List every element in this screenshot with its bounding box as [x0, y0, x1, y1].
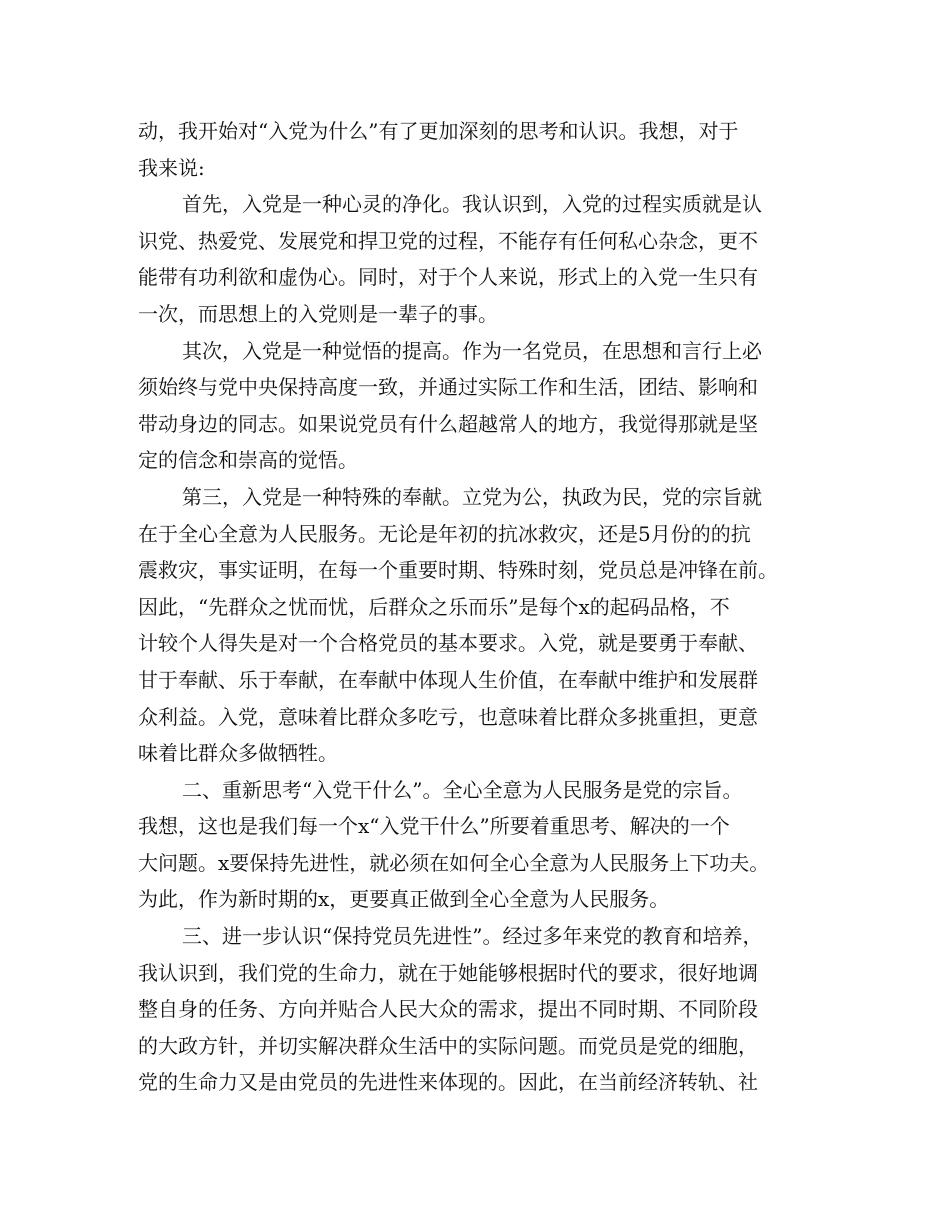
text-line: 因此，“先群众之忧而忧，后群众之乐而乐”是每个x的起码品格，不: [138, 594, 730, 619]
text-line: 计较个人得失是对一个合格党员的基本要求。入党，就是要勇于奉献、: [138, 631, 758, 656]
text-line: 能带有功利欲和虚伪心。同时，对于个人来说，形式上的入党一生只有: [138, 265, 758, 290]
text-line: 一次，而思想上的入党则是一辈子的事。: [138, 301, 498, 326]
text-line: 党的生命力又是由党员的先进性来体现的。因此，在当前经济转轨、社: [138, 1070, 758, 1095]
text-line: 在于全心全意为人民服务。无论是年初的抗冰救灾，还是5月份的的抗: [138, 521, 751, 546]
text-line: 首先，入党是一种心灵的净化。我认识到，入党的过程实质就是认: [182, 192, 762, 217]
text-line: 众利益。入党，意味着比群众多吃亏，也意味着比群众多挑重担，更意: [138, 704, 758, 729]
text-line: 三、进一步认识“保持党员先进性”。经过多年来党的教育和培养，: [182, 924, 763, 949]
text-line: 动，我开始对“入党为什么”有了更加深刻的思考和认识。我想，对于: [138, 119, 739, 143]
text-line: 我来说:: [138, 155, 205, 180]
text-line: 味着比群众多做牺牲。: [138, 741, 338, 766]
text-line: 我想，这也是我们每一个x“入党干什么”所要着重思考、解决的一个: [138, 814, 730, 839]
text-line: 的大政方针，并切实解决群众生活中的实际问题。而党员是党的细胞，: [138, 1033, 758, 1058]
text-line: 甘于奉献、乐于奉献，在奉献中体现人生价值，在奉献中维护和发展群: [138, 667, 758, 692]
text-line: 须始终与党中央保持高度一致，并通过实际工作和生活，团结、影响和: [138, 375, 758, 400]
text-line: 震救灾，事实证明，在每一个重要时期、特殊时刻，党员总是冲锋在前。: [138, 558, 778, 583]
text-line: 我认识到，我们党的生命力，就在于她能够根据时代的要求，很好地调: [138, 960, 758, 985]
text-line: 识党、热爱党、发展党和捍卫党的过程，不能存有任何私心杂念，更不: [138, 228, 758, 253]
text-line: 二、重新思考“入党干什么”。全心全意为人民服务是党的宗旨。: [182, 777, 743, 802]
text-line: 为此，作为新时期的x，更要真正做到全心全意为人民服务。: [138, 887, 670, 912]
text-line: 第三，入党是一种特殊的奉献。立党为公，执政为民，党的宗旨就: [182, 484, 762, 509]
text-line: 大问题。x要保持先进性，就必须在如何全心全意为人民服务上下功夫。: [138, 850, 770, 875]
document-body: [138, 113, 818, 1101]
text-line: 带动身边的同志。如果说党员有什么超越常人的地方，我觉得那就是坚: [138, 411, 758, 436]
text-line: 其次，入党是一种觉悟的提高。作为一名党员，在思想和言行上必: [182, 338, 762, 363]
text-line: 整自身的任务、方向并贴合人民大众的需求，提出不同时期、不同阶段: [138, 997, 758, 1022]
text-line: 定的信念和崇高的觉悟。: [138, 448, 358, 473]
